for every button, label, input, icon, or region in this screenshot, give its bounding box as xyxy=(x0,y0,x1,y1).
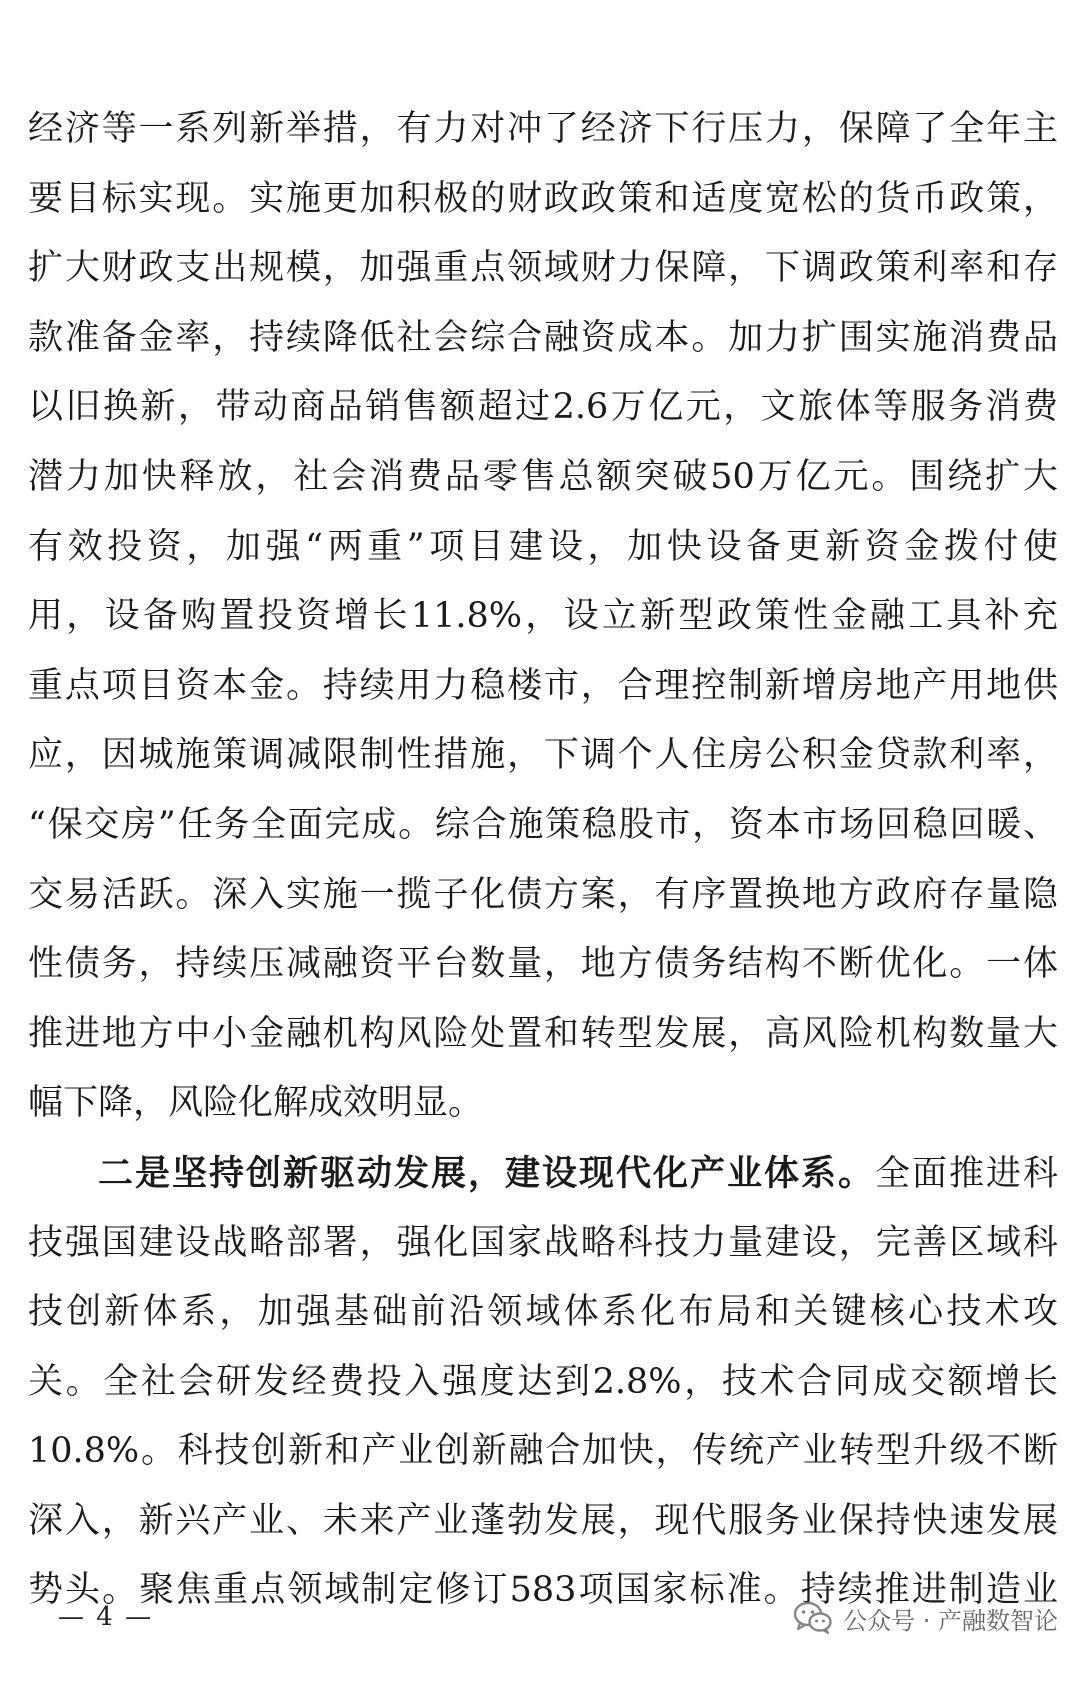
text-line: 用，设备购置投资增长11.8%，设立新型政策性金融工具补充 xyxy=(28,596,1058,637)
text-line: 潜力加快释放，社会消费品零售总额突破50万亿元。围绕扩大 xyxy=(28,456,1058,497)
paragraph-heading: 二是坚持创新驱动发展，建设现代化产业体系。 xyxy=(98,1152,875,1194)
text-line: 深入，新兴产业、未来产业蓬勃发展，现代服务业保持快速发展 xyxy=(28,1500,1058,1541)
wechat-icon xyxy=(793,1601,833,1635)
page-number: — 4 — xyxy=(58,1602,154,1632)
text-line: 重点项目资本金。持续用力稳楼市，合理控制新增房地产用地供 xyxy=(28,665,1058,706)
document-body xyxy=(28,95,1058,1626)
text-line: 扩大财政支出规模，加强重点领域财力保障，下调政策利率和存 xyxy=(28,248,1058,289)
text-line: 交易活跃。深入实施一揽子化债方案，有序置换地方政府存量隐 xyxy=(28,874,1058,915)
text-line: 经济等一系列新举措，有力对冲了经济下行压力，保障了全年主 xyxy=(28,109,1058,149)
text-line: “保交房”任务全面完成。综合施策稳股市，资本市场回稳回暖、 xyxy=(28,804,1058,845)
watermark xyxy=(793,1596,1058,1640)
text-line: 技强国建设战略部署，强化国家战略科技力量建设，完善区域科 xyxy=(28,1222,1058,1263)
text-line: 性债务，持续压减融资平台数量，地方债务结构不断优化。一体 xyxy=(28,944,1058,985)
paragraph-heading-tail: 全面推进科 xyxy=(874,1153,1058,1194)
text-line: 技创新体系，加强基础前沿领域体系化布局和关键核心技术攻 xyxy=(28,1292,1058,1333)
paragraph-heading-line xyxy=(28,1139,1058,1209)
text-line: 有效投资，加强“两重”项目建设，加快设备更新资金拨付使 xyxy=(28,526,1058,567)
text-line: 应，因城施策调减限制性措施，下调个人住房公积金贷款利率， xyxy=(28,735,1058,776)
text-line: 以旧换新，带动商品销售额超过2.6万亿元，文旅体等服务消费 xyxy=(28,387,1058,428)
text-line: 势头。聚焦重点领域制定修订583项国家标准。持续推进制造业 xyxy=(28,1570,1058,1611)
text-line: 款准备金率，持续降低社会综合融资成本。加力扩围实施消费品 xyxy=(28,317,1058,358)
text-line: 幅下降，风险化解成效明显。 xyxy=(28,1083,484,1124)
watermark-text: 公众号 · 产融数智论 xyxy=(843,1606,1058,1635)
text-line: 要目标实现。实施更加积极的财政政策和适度宽松的货币政策， xyxy=(28,178,1058,219)
text-line: 关。全社会研发经费投入强度达到2.8%，技术合同成交额增长 xyxy=(28,1361,1058,1402)
text-line: 推进地方中小金融机构风险处置和转型发展，高风险机构数量大 xyxy=(28,1013,1058,1054)
text-line: 10.8%。科技创新和产业创新融合加快，传统产业转型升级不断 xyxy=(28,1431,1058,1472)
